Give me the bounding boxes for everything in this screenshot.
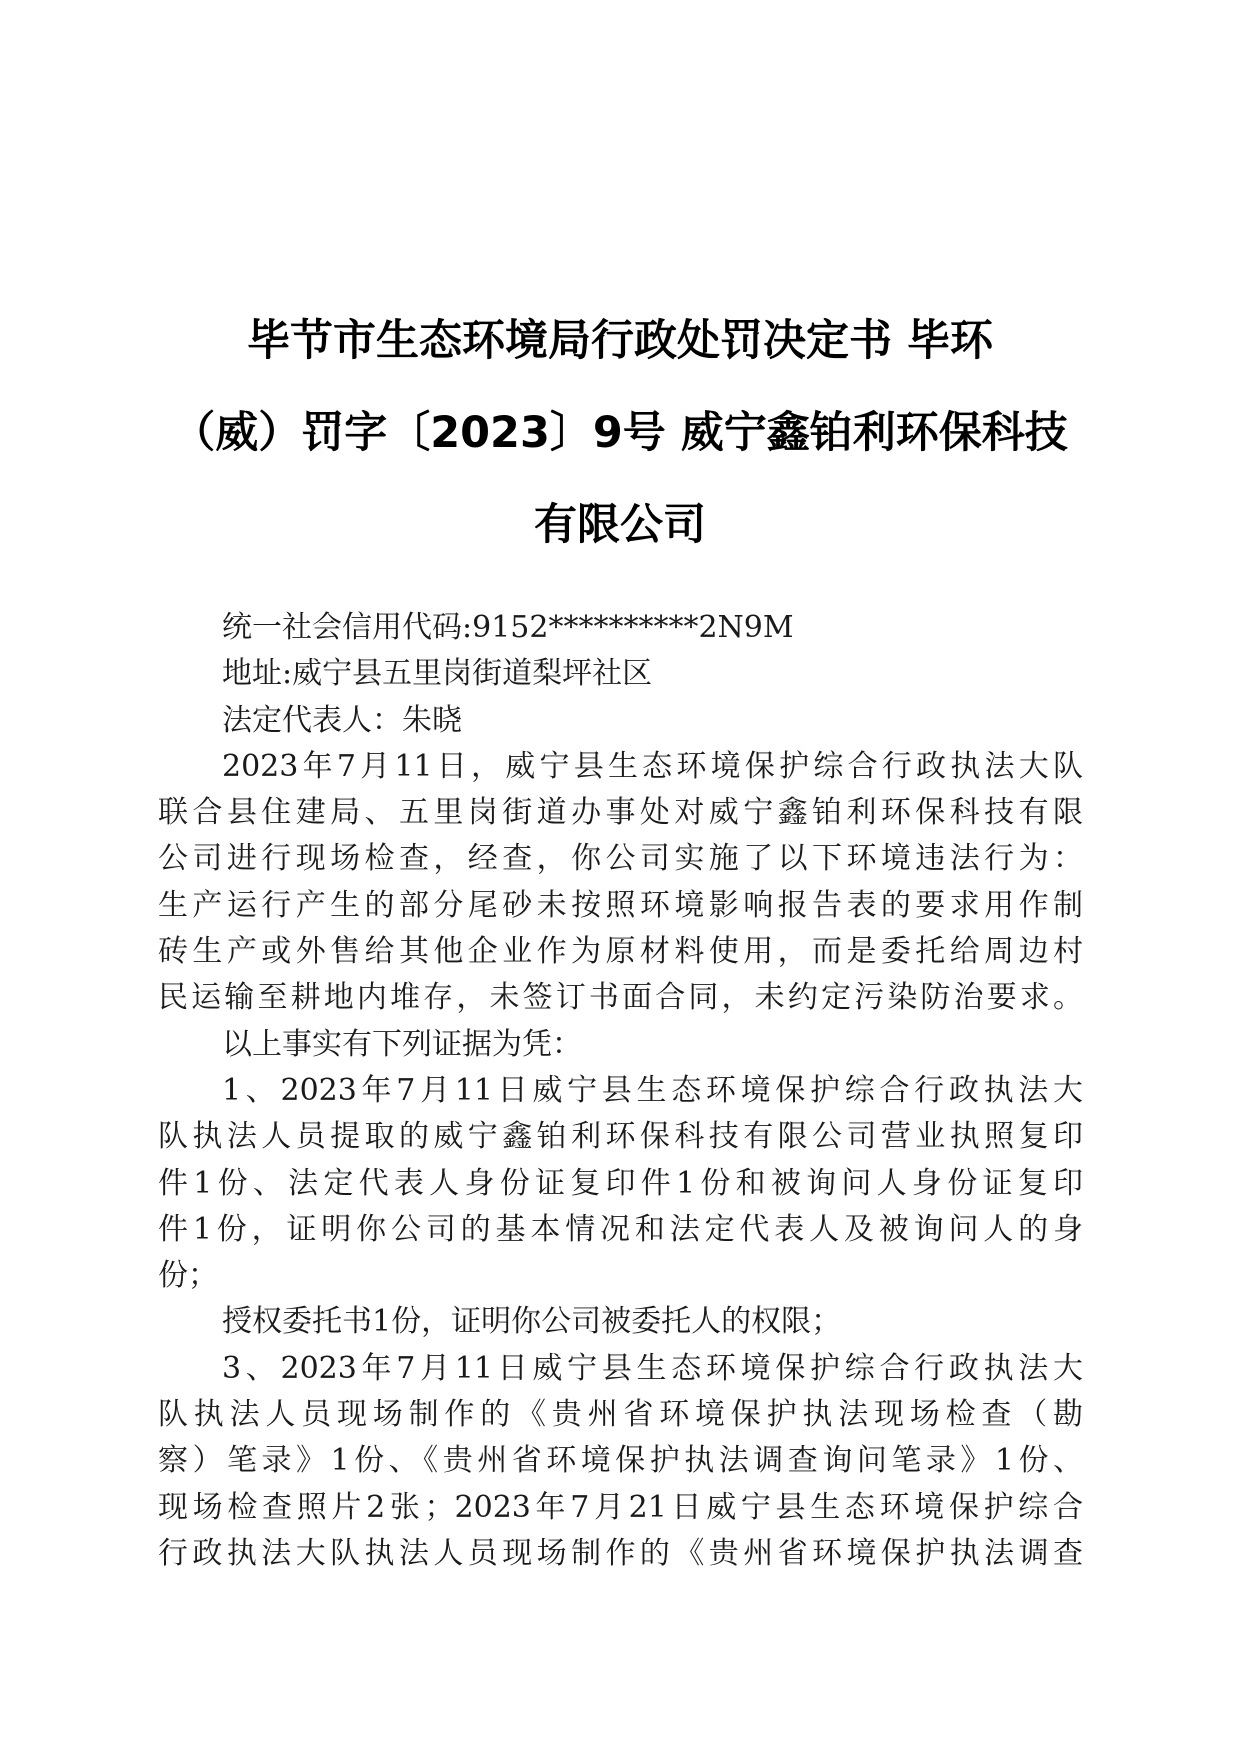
evidence-3-line: 队执法人员现场制作的《贵州省环境保护执法现场检查（勘 [158,1397,1083,1433]
evidence-1-line: 件1份，证明你公司的基本情况和法定代表人及被询问人的身 [158,1211,1083,1247]
evidence-1-line: 队执法人员提取的威宁鑫铂利环保科技有限公司营业执照复印 [158,1119,1083,1155]
evidence-1-line: 份； [158,1258,218,1294]
body-text-line: 砖生产或外售给其他企业作为原材料使用，而是委托给周边村 [158,934,1083,970]
document-title [150,295,1090,571]
body-text-line: 2023年7月11日，威宁县生态环境保护综合行政执法大队 [222,748,1083,784]
legal-representative-line: 法定代表人：朱晓 [222,702,462,738]
evidence-3-line: 行政执法大队执法人员现场制作的《贵州省环境保护执法调查 [158,1535,1083,1571]
body-text-line: 联合县住建局、五里岗街道办事处对威宁鑫铂利环保科技有限 [158,795,1083,831]
evidence-1-line: 件1份、法定代表人身份证复印件1份和被询问人身份证复印 [158,1165,1083,1201]
document-body [158,605,1083,1577]
title-line-3: 有限公司 [534,500,706,550]
title-line-2: （威）罚字〔2023〕9号 威宁鑫铂利环保科技 [172,408,1068,458]
body-text-line: 民运输至耕地内堆存，未签订书面合同，未约定污染防治要求。 [158,980,1083,1016]
evidence-3-line: 3、2023年7月11日威宁县生态环境保护综合行政执法大 [222,1350,1083,1386]
evidence-3-line: 现场检查照片2张；2023年7月21日威宁县生态环境保护综合 [158,1489,1083,1525]
evidence-3-line: 察）笔录》1份、《贵州省环境保护执法调查询问笔录》1份、 [158,1443,1083,1479]
address-line: 地址:威宁县五里岗街道梨坪社区 [222,656,653,692]
evidence-1-line: 1、2023年7月11日威宁县生态环境保护综合行政执法大 [222,1072,1083,1108]
body-text-line: 公司进行现场检查，经查，你公司实施了以下环境违法行为： [158,841,1083,877]
title-line-1: 毕节市生态环境局行政处罚决定书 毕环 [247,316,993,366]
body-text-line: 生产运行产生的部分尾砂未按照环境影响报告表的要求用作制 [158,887,1083,923]
evidence-intro-line: 以上事实有下列证据为凭： [222,1026,582,1062]
evidence-2-line: 授权委托书1份，证明你公司被委托人的权限； [222,1304,842,1340]
credit-code-line: 统一社会信用代码:9152**********2N9M [222,610,794,645]
